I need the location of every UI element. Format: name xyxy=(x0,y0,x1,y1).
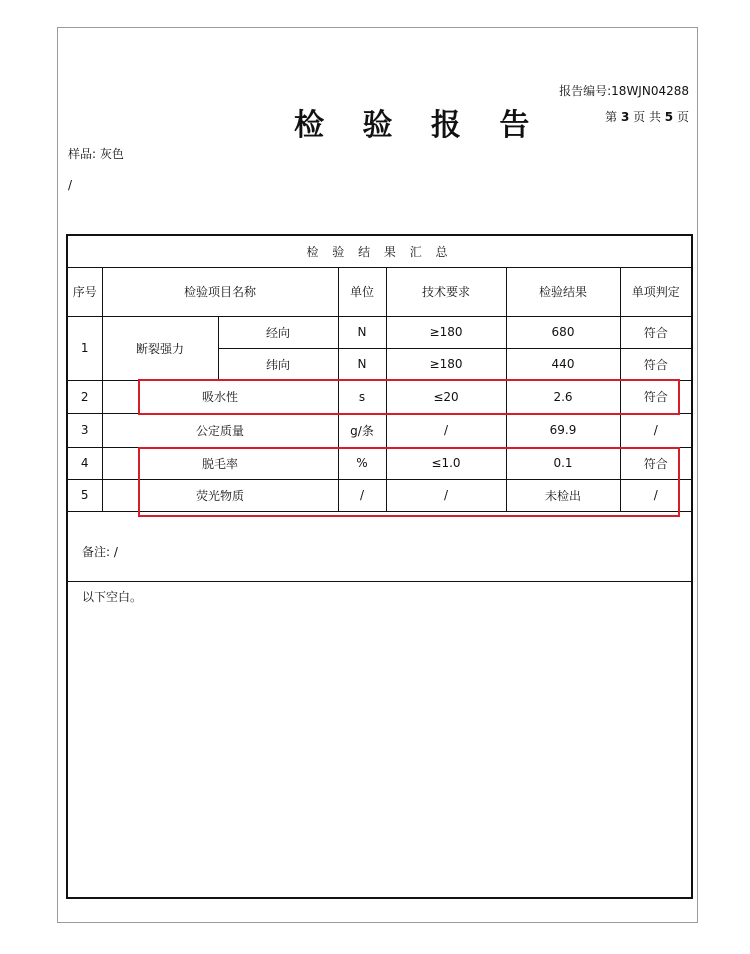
sample-note: / xyxy=(68,178,73,192)
row-no: 5 xyxy=(68,479,102,511)
row-item: 吸水性 xyxy=(102,380,338,413)
col-header-judgement: 单项判定 xyxy=(620,267,691,316)
page-mid: 页 共 xyxy=(633,110,661,124)
table-row xyxy=(68,447,691,479)
table-row xyxy=(68,479,691,511)
row-no: 1 xyxy=(68,316,102,380)
report-title: 检 验 报 告 xyxy=(294,108,544,143)
row-subitem: 经向 xyxy=(218,316,338,348)
table-caption: 检 验 结 果 汇 总 xyxy=(68,236,691,267)
row-item: 断裂强力 xyxy=(102,316,218,380)
row-result: 69.9 xyxy=(506,413,620,447)
row-subitem: 纬向 xyxy=(218,348,338,380)
sample-label: 样品: 灰色 xyxy=(68,147,124,161)
col-header-no: 序号 xyxy=(68,267,102,316)
row-result: 440 xyxy=(506,348,620,380)
row-requirement: ≥180 xyxy=(386,348,506,380)
row-result: 0.1 xyxy=(506,447,620,479)
row-judgement: 符合 xyxy=(620,316,691,348)
remarks-section xyxy=(68,516,691,582)
row-unit: N xyxy=(338,316,386,348)
table-row xyxy=(68,380,691,413)
row-requirement: / xyxy=(386,413,506,447)
row-requirement: ≤20 xyxy=(386,380,506,413)
row-no: 4 xyxy=(68,447,102,479)
page-current: 3 xyxy=(620,110,630,124)
row-item: 荧光物质 xyxy=(102,479,338,511)
page-suffix: 页 xyxy=(676,110,689,124)
results-frame xyxy=(66,234,693,899)
row-unit: g/条 xyxy=(338,413,386,447)
row-judgement: 符合 xyxy=(620,447,691,479)
row-result: 2.6 xyxy=(506,380,620,413)
row-judgement: 符合 xyxy=(620,380,691,413)
blank-note: 以下空白。 xyxy=(82,590,143,604)
col-header-result: 检验结果 xyxy=(506,267,620,316)
row-unit: / xyxy=(338,479,386,511)
page-total: 5 xyxy=(664,110,674,124)
row-judgement: 符合 xyxy=(620,348,691,380)
table-row xyxy=(68,413,691,447)
row-unit: % xyxy=(338,447,386,479)
row-item: 脱毛率 xyxy=(102,447,338,479)
page-prefix: 第 xyxy=(605,110,618,124)
col-header-requirement: 技术要求 xyxy=(386,267,506,316)
row-requirement: ≤1.0 xyxy=(386,447,506,479)
row-judgement: / xyxy=(620,479,691,511)
row-requirement: / xyxy=(386,479,506,511)
row-requirement: ≥180 xyxy=(386,316,506,348)
col-header-item: 检验项目名称 xyxy=(102,267,338,316)
row-unit: s xyxy=(338,380,386,413)
row-judgement: / xyxy=(620,413,691,447)
row-result: 未检出 xyxy=(506,479,620,511)
report-page xyxy=(57,27,698,923)
row-no: 3 xyxy=(68,413,102,447)
remarks-text: 备注: / xyxy=(82,545,118,559)
row-unit: N xyxy=(338,348,386,380)
row-result: 680 xyxy=(506,316,620,348)
row-no: 2 xyxy=(68,380,102,413)
report-number: 报告编号:18WJN04288 xyxy=(559,84,689,98)
results-table xyxy=(68,236,691,512)
page-indicator xyxy=(605,108,689,125)
row-item: 公定质量 xyxy=(102,413,338,447)
col-header-unit: 单位 xyxy=(338,267,386,316)
table-row xyxy=(68,316,691,348)
